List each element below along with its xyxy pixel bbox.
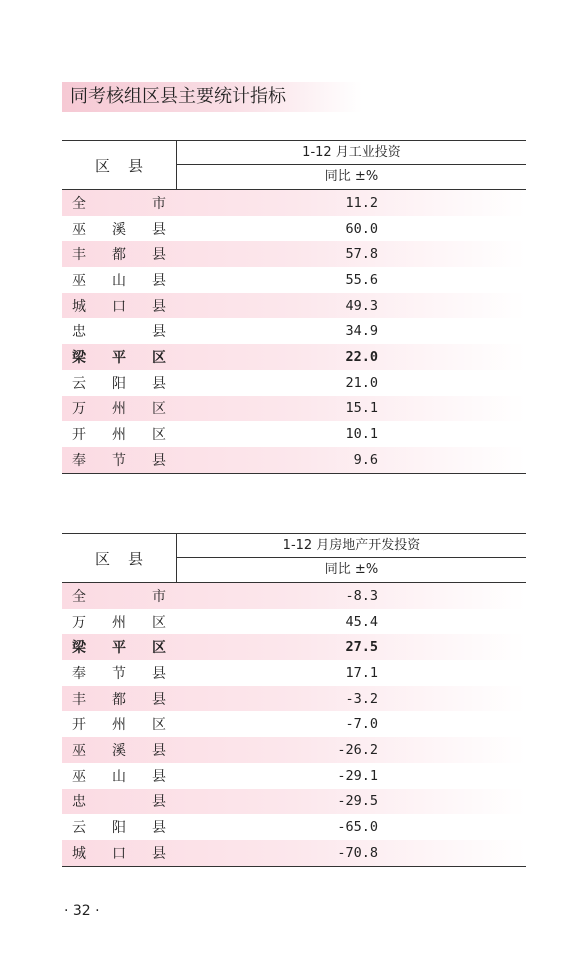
yoy-value: -65.0 xyxy=(337,819,378,836)
table-row xyxy=(62,711,526,737)
district-name-char: 云 xyxy=(72,820,86,837)
yoy-value: 55.6 xyxy=(345,271,378,288)
district-name-char: 县 xyxy=(152,768,166,785)
metric-title: 1-12 月工业投资 xyxy=(177,141,526,165)
district-name-char: 县 xyxy=(152,324,166,341)
table-row xyxy=(62,421,526,447)
table-row xyxy=(62,660,526,686)
district-name-char: 县 xyxy=(152,375,166,392)
table-row xyxy=(62,814,526,840)
district-name-char: 口 xyxy=(112,845,126,862)
district-name-char: 巫 xyxy=(72,221,86,238)
metric-unit: 同比 ±% xyxy=(324,562,379,577)
district-name-char: 丰 xyxy=(72,247,86,264)
district-name-char: 阳 xyxy=(112,820,126,837)
district-name-char: 节 xyxy=(112,665,126,682)
district-name-char: 巫 xyxy=(72,768,86,785)
yoy-value: 49.3 xyxy=(345,297,378,314)
district-name-char: 区 xyxy=(152,640,166,657)
yoy-value: 10.1 xyxy=(345,426,378,443)
district-name-char: 都 xyxy=(112,247,126,264)
yoy-value: 22.0 xyxy=(345,348,378,365)
section-title: 同考核组区县主要统计指标 xyxy=(62,82,362,112)
table-row xyxy=(62,609,526,635)
yoy-value: -8.3 xyxy=(345,587,378,604)
metric-unit: 同比 ±% xyxy=(324,169,379,184)
table-row xyxy=(62,241,526,267)
yoy-value: -29.5 xyxy=(337,793,378,810)
yoy-value: 57.8 xyxy=(345,246,378,263)
table-row xyxy=(62,344,526,370)
yoy-value: 60.0 xyxy=(345,220,378,237)
table-row xyxy=(62,789,526,815)
district-name-char: 梁 xyxy=(72,640,86,657)
table-body xyxy=(62,583,526,867)
district-name-char: 区 xyxy=(152,401,166,418)
district-name-char: 阳 xyxy=(112,375,126,392)
district-name-char: 奉 xyxy=(72,665,86,682)
district-name-char: 县 xyxy=(152,247,166,264)
district-name-char: 市 xyxy=(152,588,166,605)
district-name-char: 州 xyxy=(112,427,126,444)
table-body xyxy=(62,190,526,474)
district-name-char: 市 xyxy=(152,195,166,212)
district-name-char: 万 xyxy=(72,401,86,418)
district-name-char: 区 xyxy=(152,717,166,734)
table-row xyxy=(62,370,526,396)
table-row xyxy=(62,686,526,712)
district-column-header: 区县 xyxy=(94,156,161,175)
table-row xyxy=(62,583,526,609)
table-row xyxy=(62,737,526,763)
district-name-char: 县 xyxy=(152,298,166,315)
table-row xyxy=(62,293,526,319)
district-name-char: 全 xyxy=(72,588,86,605)
yoy-value: 21.0 xyxy=(345,374,378,391)
district-name-char: 县 xyxy=(152,820,166,837)
yoy-value: 34.9 xyxy=(345,323,378,340)
table-row xyxy=(62,634,526,660)
district-name-char: 县 xyxy=(152,452,166,469)
yoy-value: 45.4 xyxy=(345,613,378,630)
real-estate-investment-table xyxy=(62,533,526,867)
district-name-char: 县 xyxy=(152,845,166,862)
table-header xyxy=(62,533,526,583)
industrial-investment-table xyxy=(62,140,526,474)
district-name-char: 巫 xyxy=(72,742,86,759)
district-name-char: 万 xyxy=(72,614,86,631)
district-column-header: 区县 xyxy=(94,549,161,568)
table-row xyxy=(62,763,526,789)
district-name-char: 县 xyxy=(152,691,166,708)
district-name-char: 区 xyxy=(152,427,166,444)
district-name-char: 城 xyxy=(72,845,86,862)
district-name-char: 开 xyxy=(72,427,86,444)
yoy-value: 9.6 xyxy=(353,451,378,468)
district-name-char: 都 xyxy=(112,691,126,708)
district-name-char: 溪 xyxy=(112,221,126,238)
yoy-value: -29.1 xyxy=(337,767,378,784)
yoy-value: 17.1 xyxy=(345,664,378,681)
district-name-char: 山 xyxy=(112,272,126,289)
district-name-char: 开 xyxy=(72,717,86,734)
district-name-char: 山 xyxy=(112,768,126,785)
district-name-char: 忠 xyxy=(72,794,86,811)
table-row xyxy=(62,318,526,344)
district-name-char: 奉 xyxy=(72,452,86,469)
district-name-char: 梁 xyxy=(72,349,86,366)
district-name-char: 县 xyxy=(152,742,166,759)
metric-header xyxy=(176,141,526,189)
district-name-char: 丰 xyxy=(72,691,86,708)
yoy-value: 27.5 xyxy=(345,639,378,656)
district-name-char: 城 xyxy=(72,298,86,315)
yoy-value: -70.8 xyxy=(337,844,378,861)
yoy-value: -7.0 xyxy=(345,716,378,733)
district-name-char: 口 xyxy=(112,298,126,315)
table-row xyxy=(62,267,526,293)
district-name-char: 区 xyxy=(152,614,166,631)
district-name-char: 巫 xyxy=(72,272,86,289)
metric-header xyxy=(176,534,526,582)
district-name-char: 县 xyxy=(152,272,166,289)
table-row xyxy=(62,840,526,866)
district-name-char: 县 xyxy=(152,665,166,682)
district-name-char: 忠 xyxy=(72,324,86,341)
yoy-value: 11.2 xyxy=(345,194,378,211)
district-name-char: 区 xyxy=(152,349,166,366)
table-row xyxy=(62,396,526,422)
yoy-value: -26.2 xyxy=(337,741,378,758)
district-name-char: 平 xyxy=(112,349,126,366)
metric-title: 1-12 月房地产开发投资 xyxy=(177,534,526,558)
district-name-char: 州 xyxy=(112,401,126,418)
table-header xyxy=(62,140,526,190)
district-name-char: 县 xyxy=(152,221,166,238)
district-name-char: 节 xyxy=(112,452,126,469)
yoy-value: 15.1 xyxy=(345,400,378,417)
district-name-char: 全 xyxy=(72,195,86,212)
district-name-char: 溪 xyxy=(112,742,126,759)
table-row xyxy=(62,190,526,216)
yoy-value: -3.2 xyxy=(345,690,378,707)
district-name-char: 云 xyxy=(72,375,86,392)
page-number: · 32 · xyxy=(64,903,100,919)
district-name-char: 州 xyxy=(112,614,126,631)
district-name-char: 平 xyxy=(112,640,126,657)
table-row xyxy=(62,216,526,242)
table-row xyxy=(62,447,526,473)
district-name-char: 州 xyxy=(112,717,126,734)
district-name-char: 县 xyxy=(152,794,166,811)
